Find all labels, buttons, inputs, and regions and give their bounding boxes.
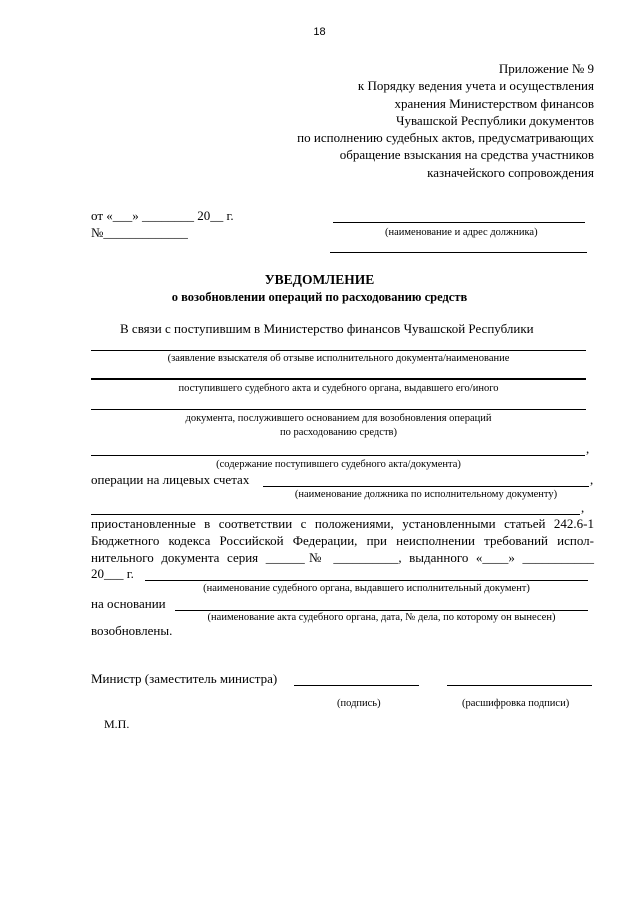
fill-line: [91, 514, 580, 515]
comma: ,: [590, 472, 594, 487]
hint-document-basis: документа, послужившего основанием для возобновления операций: [185, 413, 492, 424]
paragraph-line: приостановленные в соответствии с положениями, установленными статьей 242.6-1: [91, 516, 594, 531]
hint-debtor-name: (наименование должника по исполнительному документу): [294, 489, 558, 500]
resumed-text: возобновлены.: [91, 623, 173, 638]
fill-line: [263, 486, 589, 487]
minister-label: Министр (заместитель министра): [91, 671, 278, 686]
fill-line: [91, 378, 586, 380]
signature-decode-hint: (расшифровка подписи): [462, 698, 570, 709]
appendix-line: обращение взыскания на средства участников: [339, 147, 594, 163]
comma: ,: [586, 441, 590, 456]
appendix-line: казначейского сопровождения: [427, 164, 594, 180]
seal-mark: М.П.: [104, 717, 130, 731]
fill-line: [145, 580, 588, 581]
fill-line: [175, 610, 588, 611]
page-number: 18: [313, 26, 326, 38]
hint-document-basis-cont: по расходованию средств): [280, 427, 397, 438]
comma: ,: [581, 500, 585, 515]
hint-court-body: (наименование судебного органа, выдавшего исполнительный документ): [203, 583, 530, 594]
debtor-address-line: [330, 252, 587, 253]
hint-statement: (заявление взыскателя об отзыве исполнительного документа/наименование: [167, 353, 510, 364]
signature-line: [294, 685, 419, 686]
document-title: УВЕДОМЛЕНИЕ: [264, 272, 375, 287]
appendix-line: Приложение № 9: [498, 61, 594, 76]
hint-court-act: поступившего судебного акта и судебного органа, выдавшего его/иного: [178, 383, 499, 394]
paragraph-line: нительного документа серия ______№ __________, выданного «____» ___________: [91, 550, 594, 565]
number-line: №_____________: [91, 225, 188, 240]
hint-court-decision: (наименование акта судебного органа, дата, № дела, по которому он вынесен): [207, 612, 556, 623]
appendix-line: по исполнению судебных актов, предусматривающих: [297, 130, 594, 146]
year-line: 20___ г.: [91, 566, 134, 581]
signature-decode-line: [447, 685, 592, 686]
fill-line: [91, 350, 586, 351]
fill-line: [91, 455, 585, 456]
appendix-line: к Порядку ведения учета и осуществления: [357, 78, 594, 94]
date-line: от «___» ________ 20__ г.: [91, 208, 234, 223]
fill-line: [91, 409, 586, 410]
paragraph-line: Бюджетного кодекса Российской Федерации, при неисполнении требований испол-: [91, 533, 594, 548]
appendix-line: Чувашской Республики документов: [396, 112, 594, 128]
appendix-line: хранения Министерством финансов: [394, 95, 594, 111]
signature-hint: (подпись): [337, 698, 381, 709]
basis-label: на основании: [91, 596, 166, 611]
document-subtitle: о возобновлении операций по расходованию средств: [171, 290, 468, 304]
hint-act-content: (содержание поступившего судебного акта/документа): [216, 459, 461, 470]
accounts-label: операции на лицевых счетах: [91, 472, 250, 487]
appendix-block: [297, 60, 594, 181]
intro-text: В связи с поступившим в Министерство финансов Чувашской Республики: [120, 321, 534, 336]
debtor-hint: (наименование и адрес должника): [385, 227, 538, 238]
debtor-name-line: [333, 222, 585, 223]
